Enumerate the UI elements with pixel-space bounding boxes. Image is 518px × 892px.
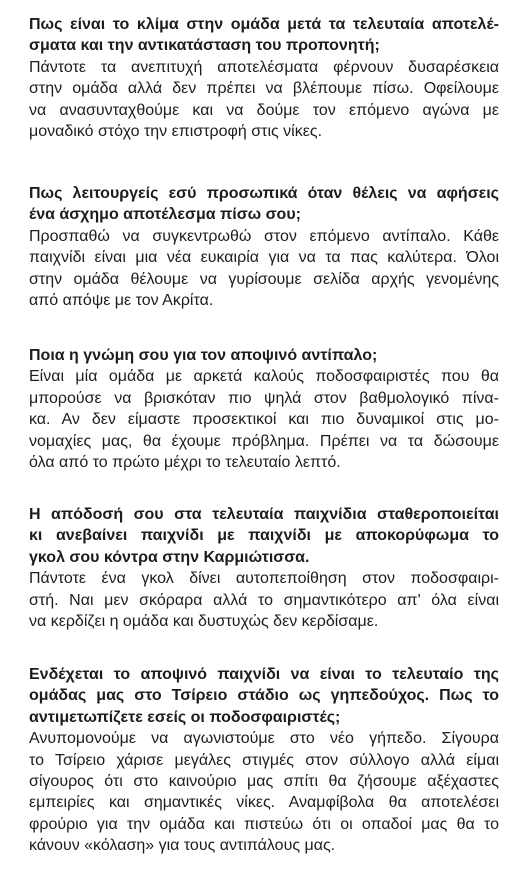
question-line: Πως λειτουργείς εσύ προσωπικά όταν θέλεις να αφήσεις: [29, 185, 499, 202]
question: [29, 14, 499, 57]
question: [29, 664, 499, 728]
answer-line: το Τσίρειο χάρισε μεγάλες στιγμές στον σύλλογο αλλά είμαι: [29, 751, 499, 769]
answer-line: παιχνίδι είναι μια νέα ευκαιρία για να τα πας καλύτερα. Όλοι: [29, 249, 499, 267]
answer-line: στην ομάδα θέλουμε να γυρίσουμε σελίδα αρχής γενομένης: [29, 270, 499, 288]
qa-block-opponent: [29, 345, 499, 473]
answer-line: στή. Ναι μεν σκόραρα αλλά το σημαντικότερο απ' όλα είναι: [29, 591, 499, 609]
answer-line: στην ομάδα αλλά δεν πρέπει να βλέπουμε πίσω. Οφείλουμε: [29, 80, 499, 98]
answer-line: μοναδικό στόχο την επιστροφή στις νίκες.: [29, 123, 323, 141]
answer-line: Είναι μία ομάδα με αρκετά καλούς ποδοσφαιριστές που θα: [29, 368, 499, 386]
question-line: ένα άσχημο αποτέλεσμα πίσω σου;: [29, 206, 301, 224]
answer: [29, 57, 499, 143]
answer-line: φρούριο για την ομάδα και πιστεύω ότι οι οπαδοί μας θα το: [29, 815, 499, 833]
question-line: κι ανεβαίνει παιχνίδι με παιχνίδι με αποκορύφωμα το: [29, 527, 499, 545]
answer: [29, 728, 499, 856]
question: [29, 504, 499, 568]
question-line: σματα και την αντικατάσταση του προπονητή;: [29, 37, 380, 55]
question-line: αντιμετωπίζετε εσείς οι ποδοσφαιριστές;: [29, 708, 341, 726]
question-line: γκολ σου κόντρα στην Καρμιώτισσα.: [29, 548, 310, 566]
answer-line: εμπειρίες και σημαντικές νίκες. Αναμφίβολα θα αποτελέσει: [29, 794, 499, 812]
answer-line: Ανυπομονούμε να αγωνιστούμε στο νέο γήπεδο. Σίγουρα: [29, 730, 499, 748]
answer-line: να κερδίζει η ομάδα και δυστυχώς δεν κερδίσαμε.: [29, 613, 379, 631]
answer-line: από απόψε με τον Ακρίτα.: [29, 292, 214, 310]
qa-block-stadium: [29, 664, 499, 857]
question-line: Πως είναι το κλίμα στην ομάδα μετά τα τελευταία αποτελέ-: [29, 16, 499, 33]
question-line: Ποια η γνώμη σου για τον αποψινό αντίπαλο;: [29, 347, 378, 364]
answer-line: Πάντοτε τα ανεπιτυχή αποτελέσματα φέρνουν δυσαρέσκεια: [29, 58, 499, 76]
answer: [29, 226, 499, 312]
qa-block-personal: [29, 183, 499, 311]
answer-line: να ανασυνταχθούμε και να δούμε τον επόμενο αγώνα με: [29, 101, 499, 119]
answer: [29, 366, 499, 473]
answer-line: όλα από το πρώτο μέχρι το τελευταίο λεπτό.: [29, 454, 341, 472]
answer-line: σίγουρος ότι στο καινούριο μας σπίτι θα ζήσουμε αξέχαστες: [29, 773, 499, 791]
answer-line: κάνουν «κόλαση» για τους αντιπάλους μας.: [29, 837, 336, 855]
answer: [29, 568, 499, 632]
answer-line: μπορούσε να βρισκόταν πιο ψηλά στον βαθμολογικό πίνα-: [29, 389, 499, 407]
question-line: Η απόδοσή σου στα τελευταία παιχνίδια σταθεροποιείται: [29, 506, 499, 523]
question-line: Ενδέχεται το αποψινό παιχνίδι να είναι το τελευταίο της: [29, 666, 499, 683]
answer-line: Πάντοτε ένα γκολ δίνει αυτοπεποίθηση στον ποδοσφαιρι-: [29, 570, 499, 588]
answer-line: νομαχίες μας, θα έχουμε πρόβλημα. Πρέπει να τα δώσουμε: [29, 432, 499, 450]
qa-block-performance: [29, 504, 499, 632]
question-line: ομάδας μας στο Τσίρειο στάδιο ως γηπεδούχος. Πως το: [29, 687, 499, 705]
answer-line: Προσπαθώ να συγκεντρωθώ στον επόμενο αντίπαλο. Κάθε: [29, 227, 499, 245]
question: [29, 345, 499, 366]
answer-line: κα. Αν δεν είμαστε προσεκτικοί και πιο δυναμικοί στις μο-: [29, 411, 499, 429]
qa-block-climate: [29, 14, 499, 142]
question: [29, 183, 499, 226]
